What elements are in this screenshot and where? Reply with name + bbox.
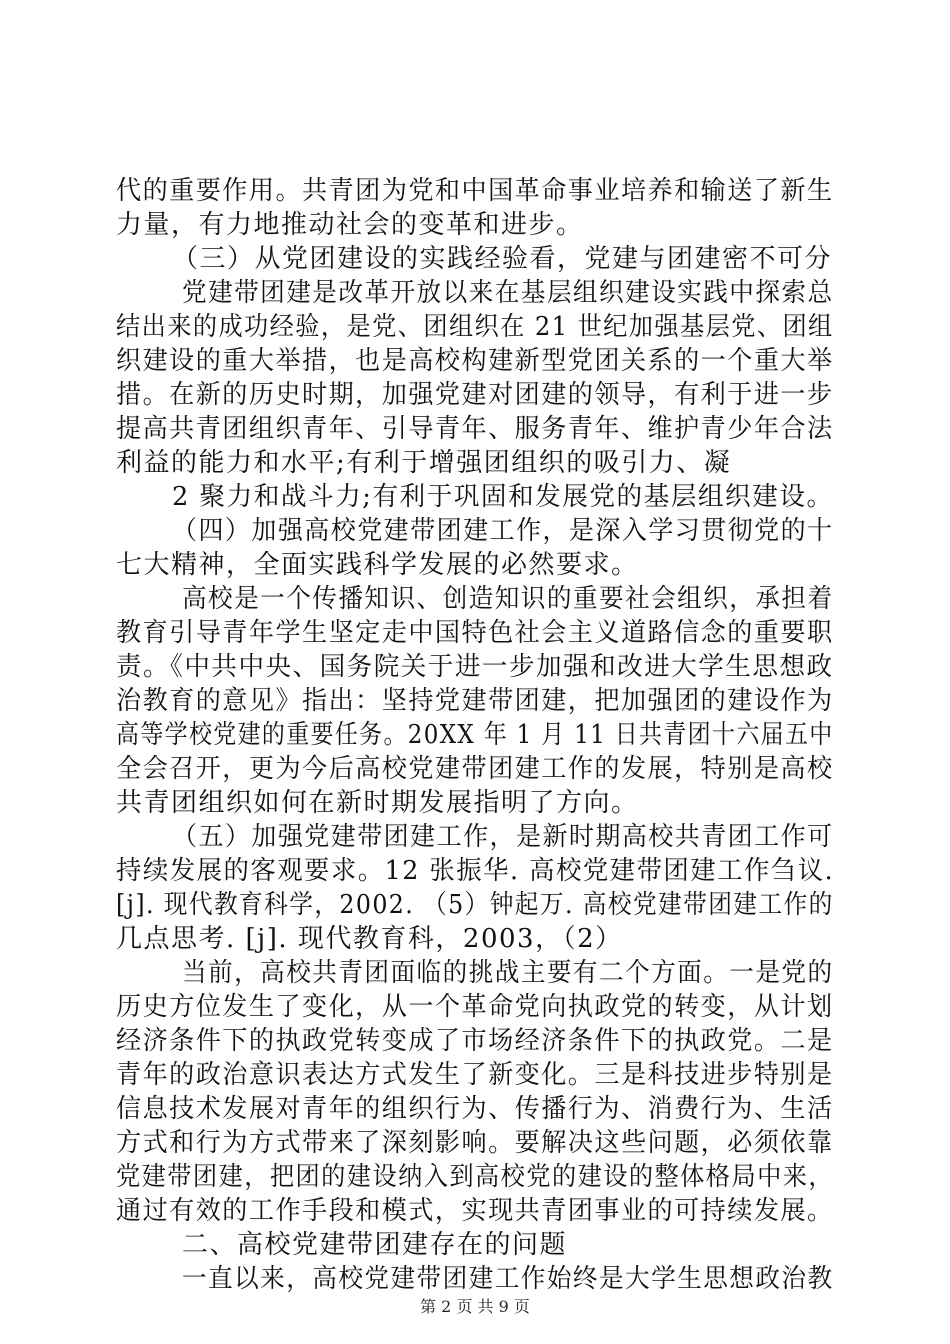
section-heading: （四）加强高校党建带团建工作，是深入学习贯彻党的十 bbox=[172, 516, 834, 546]
page-number: 第 2 页 共 9 页 bbox=[420, 1297, 530, 1316]
text-line: 共青团组织如何在新时期发展指明了方向。 bbox=[116, 788, 639, 818]
text-line: 当前，高校共青团面临的挑战主要有二个方面。一是党的 bbox=[182, 958, 834, 988]
page-footer bbox=[0, 1296, 950, 1318]
text-line: 利益的能力和水平;有利于增强团组织的吸引力、凝 bbox=[116, 448, 732, 478]
text-line: [j]. 现代教育科学，2002. （5）钟起万. 高校党建带团建工作的 bbox=[116, 890, 834, 920]
section-heading: 二、高校党建带团建存在的问题 bbox=[182, 1230, 568, 1260]
text-line: 历史方位发生了变化，从一个革命党向执政党的转变，从计划 bbox=[116, 992, 834, 1022]
text-line: 持续发展的客观要求。12 张振华. 高校党建带团建工作刍议. bbox=[116, 856, 835, 886]
text-line: 青年的政治意识表达方式发生了新变化。三是科技进步特别是 bbox=[116, 1060, 834, 1090]
section-heading: （五）加强党建带团建工作，是新时期高校共青团工作可 bbox=[172, 822, 834, 852]
text-line: 高校是一个传播知识、创造知识的重要社会组织，承担着 bbox=[182, 584, 834, 614]
text-line: 全会召开，更为今后高校党建带团建工作的发展，特别是高校 bbox=[116, 754, 834, 784]
text-line: 结出来的成功经验，是党、团组织在 21 世纪加强基层党、团组 bbox=[116, 312, 834, 342]
text-line: 措。在新的历史时期，加强党建对团建的领导，有利于进一步 bbox=[116, 380, 834, 410]
section-heading: （三）从党团建设的实践经验看，党建与团建密不可分 bbox=[172, 244, 833, 274]
text-line: 高等学校党建的重要任务。20XX 年 1 月 11 日共青团十六届五中 bbox=[116, 720, 834, 750]
text-line: 责。《中共中央、国务院关于进一步加强和改进大学生思想政 bbox=[116, 652, 834, 682]
text-line: 几点思考. [j]. 现代教育科，2003，（2） bbox=[116, 924, 623, 954]
text-line: 一直以来，高校党建带团建工作始终是大学生思想政治教 bbox=[182, 1264, 834, 1294]
text-line: 七大精神，全面实践科学发展的必然要求。 bbox=[116, 550, 639, 580]
text-line: 治教育的意见》指出：坚持党建带团建，把加强团的建设作为 bbox=[116, 686, 834, 716]
text-line: 党建带团建，把团的建设纳入到高校党的建设的整体格局中来， bbox=[116, 1162, 835, 1192]
text-line: 力量，有力地推动社会的变革和进步。 bbox=[116, 210, 584, 240]
text-line: 提高共青团组织青年、引导青年、服务青年、维护青少年合法 bbox=[116, 414, 834, 444]
text-line: 方式和行为方式带来了深刻影响。要解决这些问题，必须依靠 bbox=[116, 1128, 834, 1158]
text-line: 经济条件下的执政党转变成了市场经济条件下的执政党。二是 bbox=[116, 1026, 834, 1056]
text-line: 信息技术发展对青年的组织行为、传播行为、消费行为、生活 bbox=[116, 1094, 834, 1124]
text-line: 党建带团建是改革开放以来在基层组织建设实践中探索总 bbox=[182, 278, 834, 308]
text-line: 织建设的重大举措，也是高校构建新型党团关系的一个重大举 bbox=[116, 346, 834, 376]
text-line: 通过有效的工作手段和模式，实现共青团事业的可持续发展。 bbox=[116, 1196, 834, 1226]
text-line: 2 聚力和战斗力;有利于巩固和发展党的基层组织建设。 bbox=[172, 482, 834, 512]
text-line: 教育引导青年学生坚定走中国特色社会主义道路信念的重要职 bbox=[116, 618, 834, 648]
text-line: 代的重要作用。共青团为党和中国革命事业培养和输送了新生 bbox=[116, 176, 834, 206]
